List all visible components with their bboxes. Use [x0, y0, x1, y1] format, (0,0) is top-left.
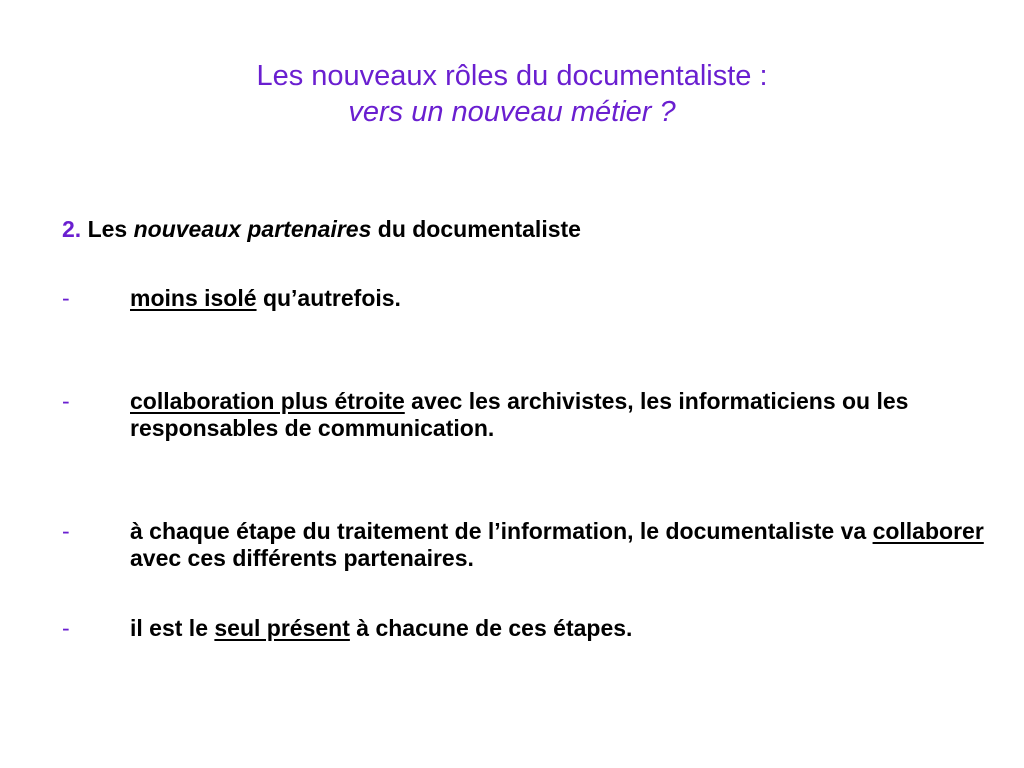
- title-line-1: Les nouveaux rôles du documentaliste :: [256, 60, 768, 92]
- bullet-dash: -: [62, 285, 70, 311]
- bullet-item: [62, 285, 1002, 312]
- bullet-after: avec les archivistes, les informaticiens ou les responsables de communication.: [130, 388, 909, 441]
- section-heading: [62, 214, 581, 244]
- bullet-dash: -: [62, 518, 70, 544]
- bullet-underlined: seul présent: [214, 615, 350, 641]
- heading-emphasis: nouveaux partenaires: [133, 216, 372, 242]
- bullet-before: il est le: [130, 615, 208, 641]
- bullet-item: [62, 518, 1002, 572]
- bullet-dash: -: [62, 388, 70, 414]
- bullet-text: [130, 388, 1002, 442]
- heading-suffix: du documentaliste: [377, 216, 581, 242]
- bullet-item: [62, 388, 1002, 442]
- bullet-text: [130, 285, 1002, 312]
- bullet-dash: -: [62, 615, 70, 641]
- bullet-underlined: moins isolé: [130, 285, 257, 311]
- bullet-item: [62, 615, 1002, 642]
- bullet-before: à chaque étape du traitement de l’information, le documentaliste va: [130, 518, 867, 544]
- bullet-underlined: collaboration plus étroite: [130, 388, 405, 414]
- bullet-text: [130, 518, 1002, 572]
- section-number: 2.: [62, 216, 82, 242]
- bullet-after: qu’autrefois.: [262, 285, 401, 311]
- slide-title: [0, 58, 1024, 130]
- bullet-underlined: collaborer: [872, 518, 984, 544]
- title-line-2: vers un nouveau métier ?: [348, 96, 676, 128]
- bullet-after: à chacune de ces étapes.: [356, 615, 633, 641]
- bullet-after: avec ces différents partenaires.: [130, 545, 474, 571]
- bullet-text: [130, 615, 1002, 642]
- heading-prefix: Les: [87, 216, 128, 242]
